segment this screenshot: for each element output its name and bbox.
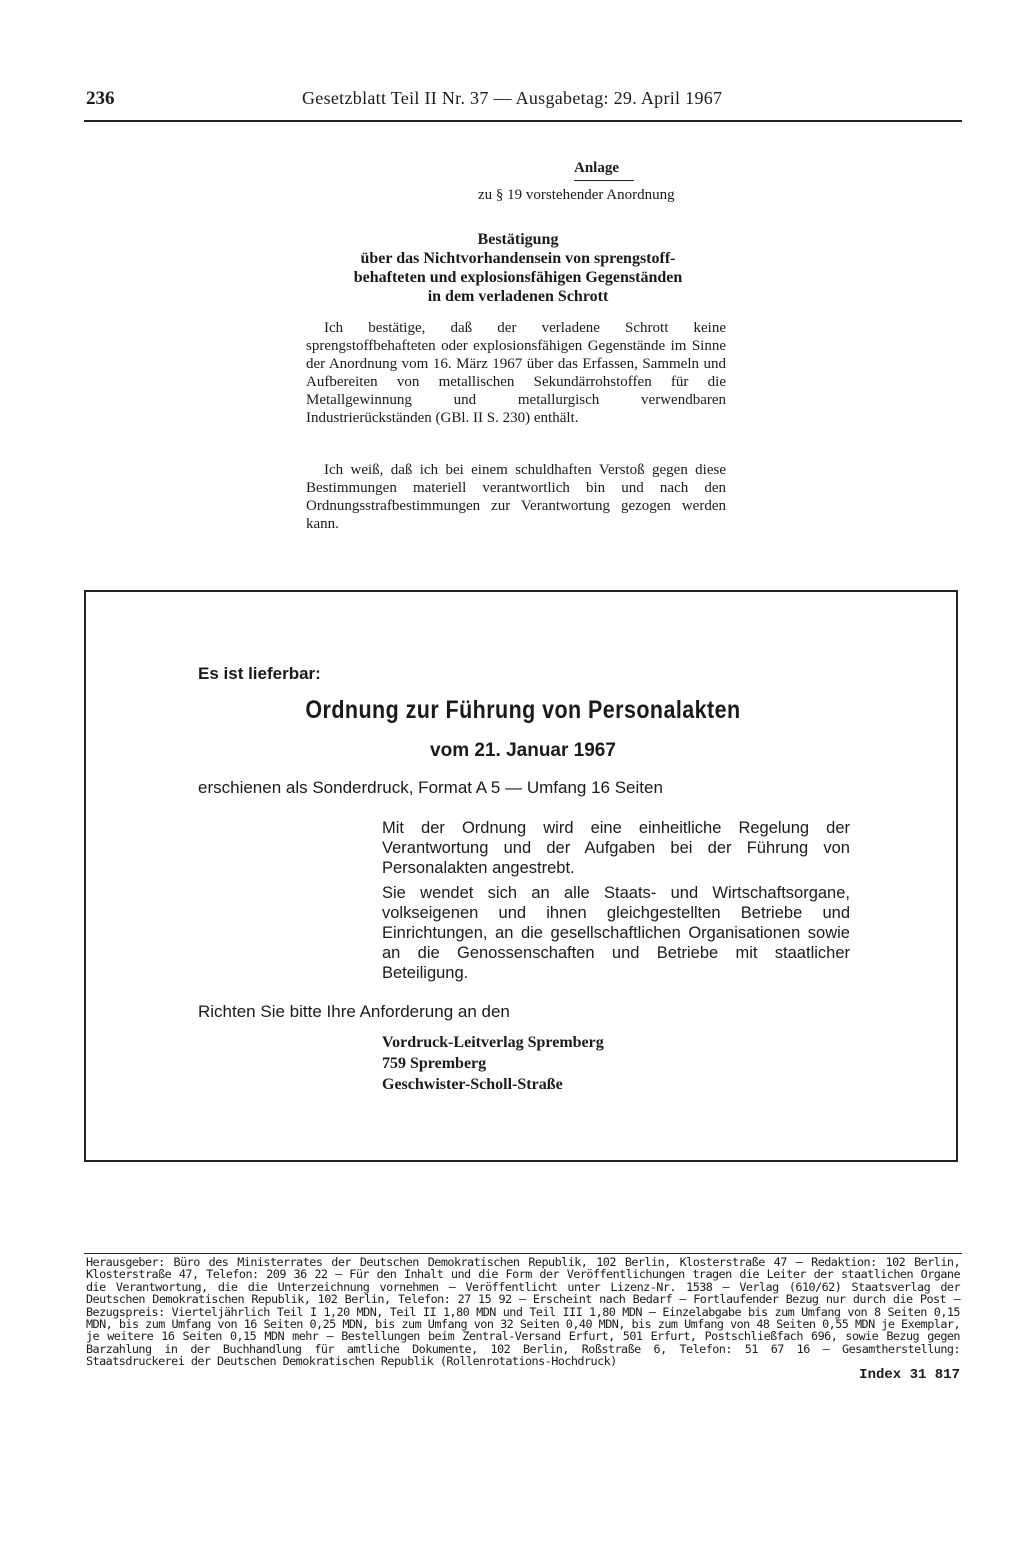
address-line: 759 Spremberg [382,1055,487,1072]
address-line: Vordruck-Leitverlag Spremberg [382,1034,604,1051]
footer-rule [84,1253,962,1254]
advert-title: Ordnung zur Führung von Personalakten [305,696,741,724]
confirmation-title [300,230,736,306]
page-number: 236 [86,88,115,109]
publisher-address [382,1032,604,1095]
running-title: Gesetzblatt Teil II Nr. 37 — Ausgabetag: 29. April 1967 [302,88,723,108]
confirmation-paragraph-1: Ich bestätige, daß der verladene Schrott keine sprengstoffbehafteten oder explosionsfähigen Gegenstände im Sinne der Anordnung vom 16. März 1967 über das Erfassen, Sammeln und Aufbereiten von metallischen Sekundärrohstoffen für die Metallgewinnung und metallurgisch verwendbaren Industrierückständen (GBl. II S. 230) enthält. [306,320,726,426]
publication-info: erschienen als Sonderdruck, Format A 5 — Umfang 16 Seiten [198,778,663,797]
advert-description-2: Sie wendet sich an alle Staats- und Wirtschaftsorgane, volkseigenen und ihnen gleichgestellten Betriebe und Einrichtungen, an die gesellschaftlichen Organisationen sowie an die Genossenschaften und Betriebe mit staatlicher Beteiligung. [382,884,850,982]
page-header [86,88,962,114]
index-number: Index 31 817 [859,1367,960,1383]
confirmation-paragraph-2: Ich weiß, daß ich bei einem schuldhaften Verstoß gegen diese Bestimmungen materiell verantwortlich bin und nach den Ordnungsstrafbestimmungen zur Verantwortung gezogen werden kann. [306,462,726,532]
confirmation-title-line: in dem verladenen Schrott [427,288,609,305]
availability-label: Es ist lieferbar: [198,664,321,683]
imprint: Herausgeber: Büro des Ministerrates der Deutschen Demokratischen Republik, 102 Berlin, Klosterstraße 47 — Redaktion: 102 Berlin, Klosterstraße 47, Telefon: 209 36 22 — Für den Inhalt und die Form der Veröffentlichungen tragen die Leiter der staatlichen Organe die Verantwortung, die die Unterzeichnung vornehmen — Veröffentlicht unter Lizenz-Nr. 1538 — Verlag (610/62) Staatsverlag der Deutschen Demokratischen Republik, 102 Berlin, Telefon: 27 15 92 — Erscheint nach Bedarf — Fortlaufender Bezug nur durch die Post — Bezugspreis: Vierteljährlich Teil I 1,20 MDN, Teil II 1,80 MDN und Teil III 1,80 MDN — Einzelabgabe bis zum Umfang von 8 Seiten 0,15 MDN, bis zum Umfang von 16 Seiten 0,25 MDN, bis zum Umfang von 32 Seiten 0,40 MDN, bis zum Umfang von 48 Seiten 0,55 MDN je Exemplar, je weitere 16 Seiten 0,15 MDN mehr — Bestellungen beim Zentral-Versand Erfurt, 501 Erfurt, Postschließfach 696, sowie Bezug gegen Barzahlung in der Buchhandlung für amtliche Dokumente, 102 Berlin, Roßstraße 6, Telefon: 51 67 16 — Gesamtherstellung: Staatsdruckerei der Deutschen Demokratischen Republik (Rollenrotations-Hochdruck) [86,1255,960,1369]
confirmation-title-line: behafteten und explosionsfähigen Gegenständen [353,269,683,286]
advert-description-1: Mit der Ordnung wird eine einheitliche Regelung der Verantwortung und der Aufgaben bei der Führung von Personalakten angestrebt. [382,819,850,877]
advertisement-box [84,590,958,1162]
confirmation-title-line: über das Nichtvorhandensein von sprengstoff- [360,250,676,267]
header-rule [84,120,962,122]
annex-subtitle: zu § 19 vorstehender Anordnung [478,187,675,203]
annex-label: Anlage [574,160,619,176]
request-text: Richten Sie bitte Ihre Anforderung an den [198,1002,510,1021]
advert-date: vom 21. Januar 1967 [430,740,616,761]
confirmation-title-line: Bestätigung [477,231,559,248]
annex-underline [574,180,634,181]
address-line: Geschwister-Scholl-Straße [382,1076,563,1093]
